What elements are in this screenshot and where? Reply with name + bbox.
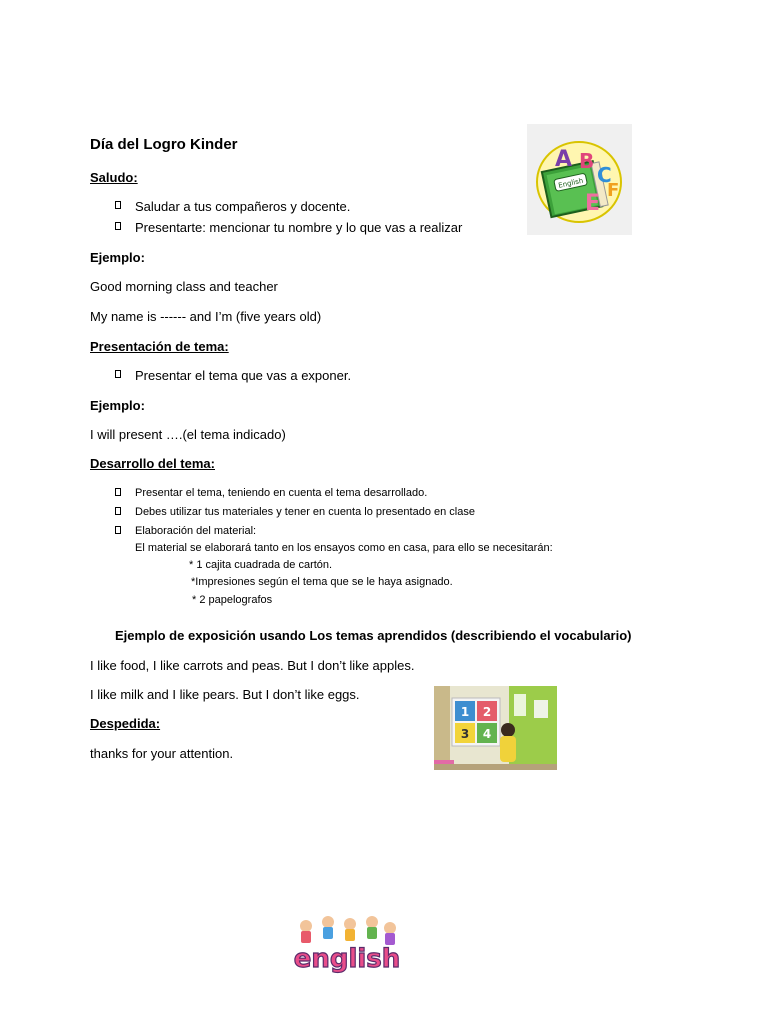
svg-text:2: 2 [482, 705, 492, 719]
material-item-1: * 1 cajita cuadrada de cartón. [189, 559, 333, 571]
svg-text:english: english [293, 944, 401, 974]
bullet-icon [115, 507, 121, 515]
bullet-icon [115, 526, 121, 534]
svg-text:1: 1 [460, 705, 470, 719]
desarrollo-bullet-1: Presentar el tema, teniendo en cuenta el tema desarrollado. [135, 487, 428, 499]
svg-text:E: E [585, 191, 601, 216]
desarrollo-heading: Desarrollo del tema: [90, 456, 215, 471]
exposicion-line-1: I like food, I like carrots and peas. But I don’t like apples. [90, 658, 415, 673]
svg-text:C: C [597, 163, 612, 187]
svg-text:English: English [557, 176, 585, 190]
saludo-bullet-2: Presentarte: mencionar tu nombre y lo que vas a realizar [135, 220, 463, 235]
svg-text:A: A [555, 147, 573, 172]
material-intro: El material se elaborará tanto en los ensayos como en casa, para ello se necesitarán: [135, 542, 553, 554]
despedida-line: thanks for your attention. [90, 746, 234, 761]
bullet-icon [115, 488, 121, 496]
presentacion-heading: Presentación de tema: [90, 339, 229, 354]
svg-text:B: B [579, 149, 595, 173]
svg-text:F: F [607, 180, 620, 201]
despedida-heading: Despedida: [90, 716, 161, 731]
ejemplo-heading-2: Ejemplo: [90, 398, 145, 413]
bullet-icon [115, 222, 121, 230]
saludo-bullet-1: Saludar a tus compañeros y docente. [135, 199, 351, 214]
abc-book-illustration [527, 124, 632, 235]
ejemplo2-line: I will present ….(el tema indicado) [90, 427, 286, 442]
svg-text:3: 3 [460, 727, 470, 741]
ejemplo-heading-1: Ejemplo: [90, 250, 145, 265]
material-item-3: * 2 papelografos [192, 594, 273, 606]
material-item-2: *Impresiones según el tema que se le haya asignado. [191, 576, 453, 588]
exposicion-heading: Ejemplo de exposición usando Los temas aprendidos (describiendo el vocabulario) [115, 628, 632, 643]
page-title: Día del Logro Kinder [90, 136, 238, 153]
abc-book-icon [527, 124, 632, 235]
desarrollo-bullet-2: Debes utilizar tus materiales y tener en cuenta lo presentado en clase [135, 506, 475, 518]
saludo-heading: Saludo: [90, 170, 138, 185]
bullet-icon [115, 370, 121, 378]
presentacion-bullet-1: Presentar el tema que vas a exponer. [135, 368, 352, 383]
english-logo [284, 912, 410, 978]
english-logo-art [284, 912, 410, 978]
classroom-photo-art [434, 686, 557, 770]
exposicion-line-2: I like milk and I like pears. But I don’t like eggs. [90, 687, 360, 702]
ejemplo1-line-1: Good morning class and teacher [90, 279, 278, 294]
classroom-photo [434, 686, 557, 770]
ejemplo1-line-2: My name is ------ and I’m (five years old) [90, 309, 322, 324]
desarrollo-bullet-3: Elaboración del material: [135, 525, 257, 537]
bullet-icon [115, 201, 121, 209]
svg-text:4: 4 [482, 727, 492, 741]
